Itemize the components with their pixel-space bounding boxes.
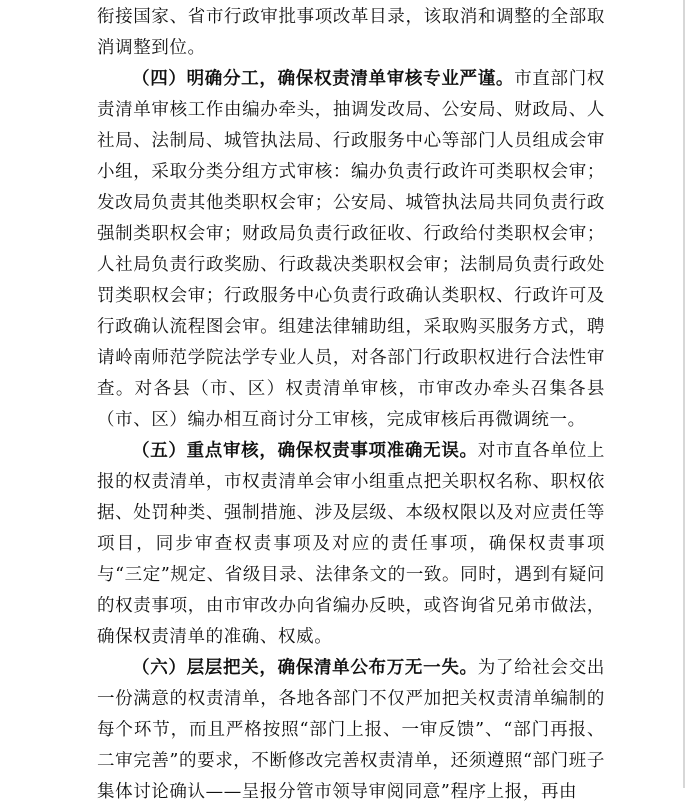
document-body [97,2,605,808]
section-4-heading: （四）明确分工，确保权责清单审核专业严谨。 [132,69,515,89]
section-6-text: 为了给社会交出一份满意的权责清单，各地各部门不仅严加把关权责清单编制的每个环节，而且严格按照“部门上报、一审反馈”、“部门再报、二审完善”的要求，不断修改完善权责清单，还须遵照“部门班子集体讨论确认——呈报分管市领导审阅同意”程序上报，再由 [97,658,605,802]
section-4-text: 市直部门权责清单审核工作由编办牵头，抽调发改局、公安局、财政局、人社局、法制局、城管执法局、行政服务中心等部门人员组成会审小组，采取分类分组方式审核：编办负责行政许可类职权会审；发改局负责其他类职权会审；公安局、城管执法局共同负责行政强制类职权会审；财政局负责行政征收、行政给付类职权会审；人社局负责行政奖励、行政裁决类职权会审；法制局负责行政处罚类职权会审；行政服务中心负责行政确认类职权、行政许可及行政确认流程图会审。组建法律辅助组，采取购买服务方式，聘请岭南师范学院法学专业人员，对各部门行政职权进行合法性审查。对各县（市、区）权责清单审核，市审改办牵头召集各县（市、区）编办相互商讨分工审核，完成审核后再微调统一。 [97,69,605,430]
page-edge-divider [683,0,685,788]
paragraph-section-6 [97,653,605,808]
paragraph-section-4 [97,64,605,436]
section-5-text: 对市直各单位上报的权责清单，市权责清单会审小组重点把关职权名称、职权依据、处罚种类、强制措施、涉及层级、本级权限以及对应责任等项目，同步审查权责事项及对应的责任事项，确保权责事项与“三定”规定、省级目录、法律条文的一致。同时，遇到有疑问的权责事项，由市审改办向省编办反映，或咨询省兄弟市做法，确保权责清单的准确、权威。 [97,441,605,647]
section-6-heading: （六）层层把关，确保清单公布万无一失。 [132,658,478,678]
paragraph-text: 衔接国家、省市行政审批事项改革目录，该取消和调整的全部取消调整到位。 [97,7,605,58]
section-5-heading: （五）重点审核，确保权责事项准确无误。 [132,441,478,461]
paragraph-continuation [97,2,605,64]
paragraph-section-5 [97,436,605,653]
